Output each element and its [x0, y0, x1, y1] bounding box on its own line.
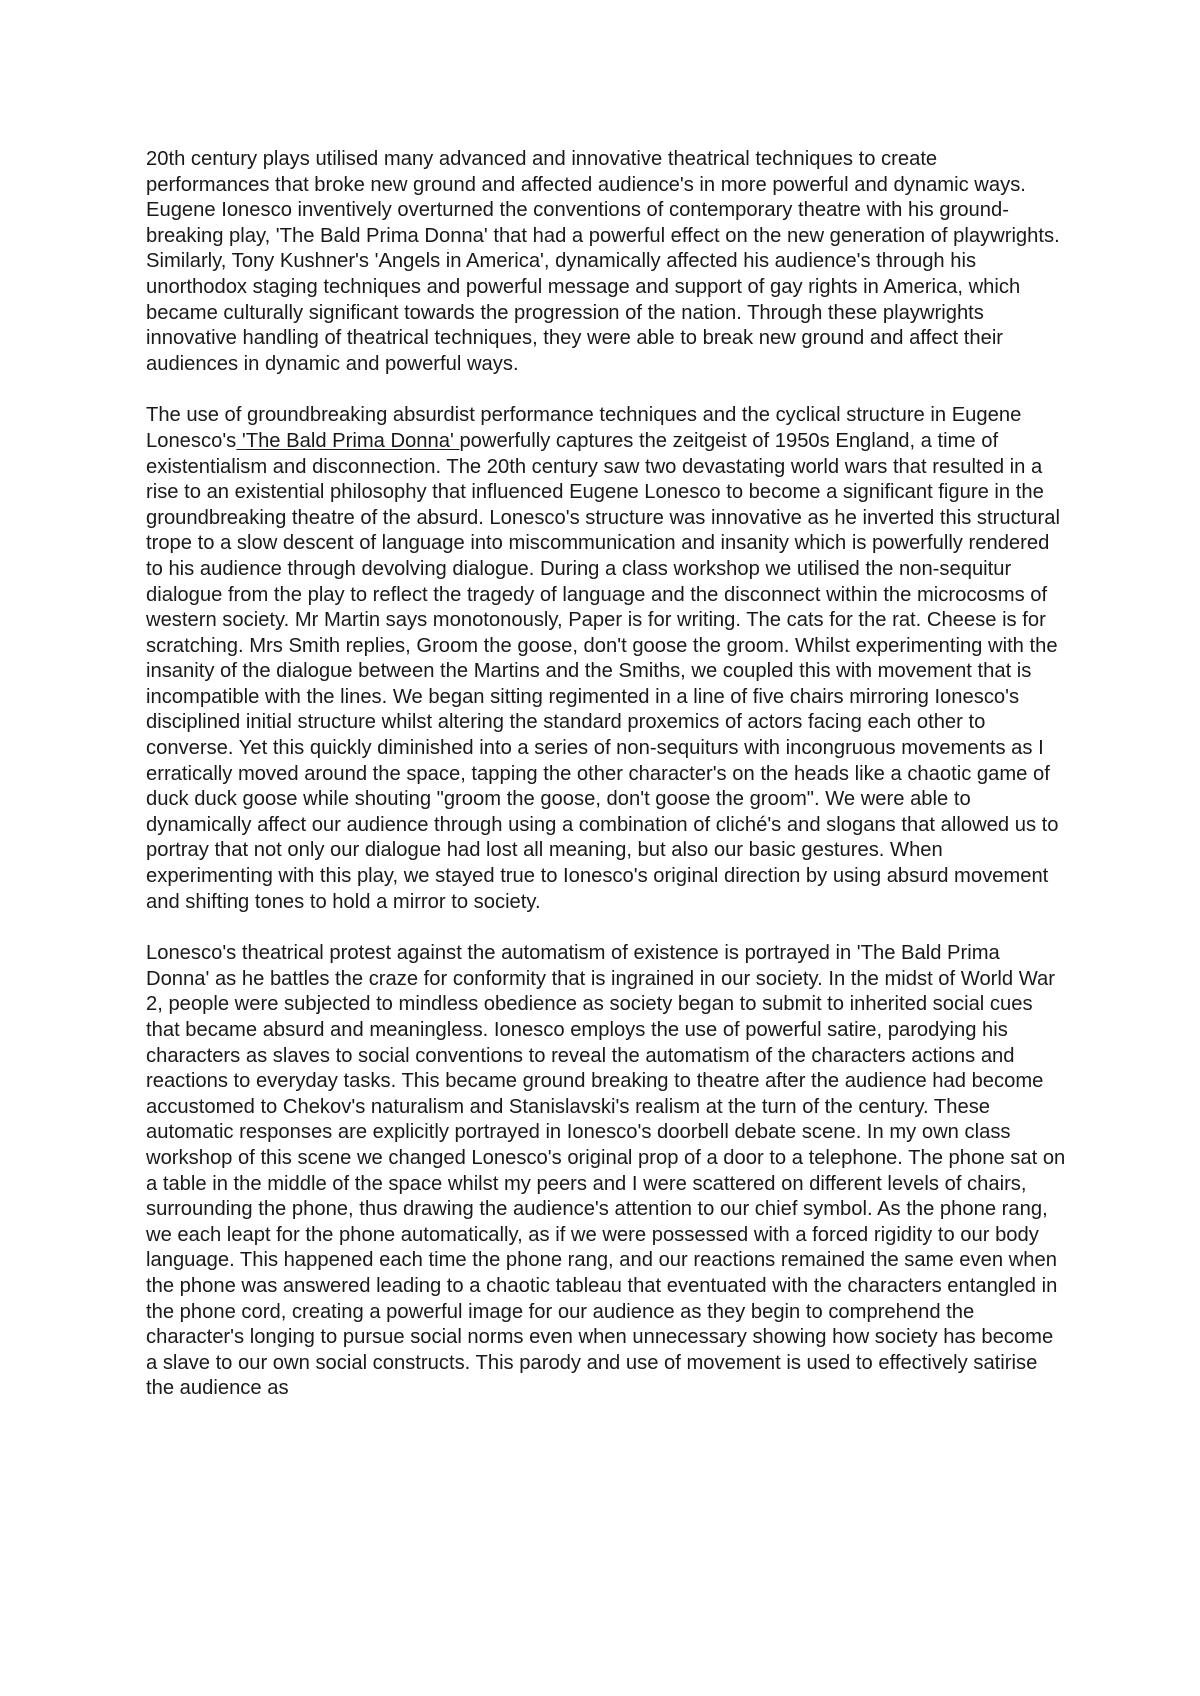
paragraph-text-start: The use of groundbreaking absurdist performance techniques and the cyclical structure in Eugene Lonesco's [146, 404, 1022, 452]
paragraph-introduction: 20th century plays utilised many advanced and innovative theatrical techniques to create performances that broke new ground and affected audience's in more powerful and dynamic ways. Eugene Ionesco inventively overturned the conventions of contemporary theatre with his ground-breaking play, 'The Bald Prima Donna' that had a powerful effect on the new generation of playwrights. Similarly, Tony Kushner's 'Angels in America', dynamically affected his audience's through his unorthodox staging techniques and powerful message and support of gay rights in America, which became culturally significant towards the progression of the nation. Through these playwrights innovative handling of theatrical techniques, they were able to break new ground and affect their audiences in dynamic and powerful ways. [146, 148, 1060, 375]
paragraph-text-rest: powerfully captures the zeitgeist of 1950s England, a time of existentialism and disconnection. The 20th century saw two devastating world wars that resulted in a rise to an existential philosophy that influenced Eugene Lonesco to become a significant figure in the groundbreaking theatre of the absurd. Lonesco's structure was innovative as he inverted this structural trope to a slow descent of language into miscommunication and insanity which is powerfully rendered to his audience through devolving dialogue. During a class workshop we utilised the non-sequitur dialogue from the play to reflect the tragedy of language and the disconnect within the microcosms of western society. Mr Martin says monotonously, Paper is for writing. The cats for the rat. Cheese is for scratching. Mrs Smith replies, Groom the goose, don't goose the groom. Whilst experimenting with the insanity of the dialogue between the Martins and the Smiths, we coupled this with movement that is incompatible with the lines. We began sitting regimented in a line of five chairs mirroring Ionesco's disciplined initial structure whilst altering the standard proxemics of actors facing each other to converse. Yet this quickly diminished into a series of non-sequiturs with incongruous movements as I erratically moved around the space, tapping the other character's on the heads like a chaotic game of duck duck goose while shouting "groom the goose, don't goose the groom". We were able to dynamically affect our audience through using a combination of cliché's and slogans that allowed us to portray that not only our dialogue had lost all meaning, but also our basic gestures. When experimenting with this play, we stayed true to Ionesco's original direction by using absurd movement and shifting tones to hold a mirror to society. [146, 429, 1060, 913]
paragraph-automatism: Lonesco's theatrical protest against the automatism of existence is portrayed in 'The Bald Prima Donna' as he battles the craze for conformity that is ingrained in our society. In the midst of World War 2, people were subjected to mindless obedience as society began to submit to inherited social cues that became absurd and meaningless. Ionesco employs the use of powerful satire, parodying his characters as slaves to social conventions to reveal the automatism of the characters actions and reactions to everyday tasks. This became ground breaking to theatre after the audience had become accustomed to Chekov's naturalism and Stanislavski's realism at the turn of the century. These automatic responses are explicitly portrayed in Ionesco's doorbell debate scene. In my own class workshop of this scene we changed Lonesco's original prop of a door to a telephone. The phone sat on a table in the middle of the space whilst my peers and I were scattered on different levels of chairs, surrounding the phone, thus drawing the audience's attention to our chief symbol. As the phone rang, we each leapt for the phone automatically, as if we were possessed with a forced rigidity to our body language. This happened each time the phone rang, and our reactions remained the same even when the phone was answered leading to a chaotic tableau that eventuated with the characters entangled in the phone cord, creating a powerful image for our audience as they begin to comprehend the character's longing to pursue social norms even when unnecessary showing how society has become a slave to our own social constructs. This parody and use of movement is used to effectively satirise the audience as [146, 942, 1066, 1400]
document-body [146, 147, 1066, 1402]
play-title-underlined: 'The Bald Prima Donna' [236, 429, 460, 452]
paragraph-bald-prima-donna-structure [146, 403, 1066, 915]
